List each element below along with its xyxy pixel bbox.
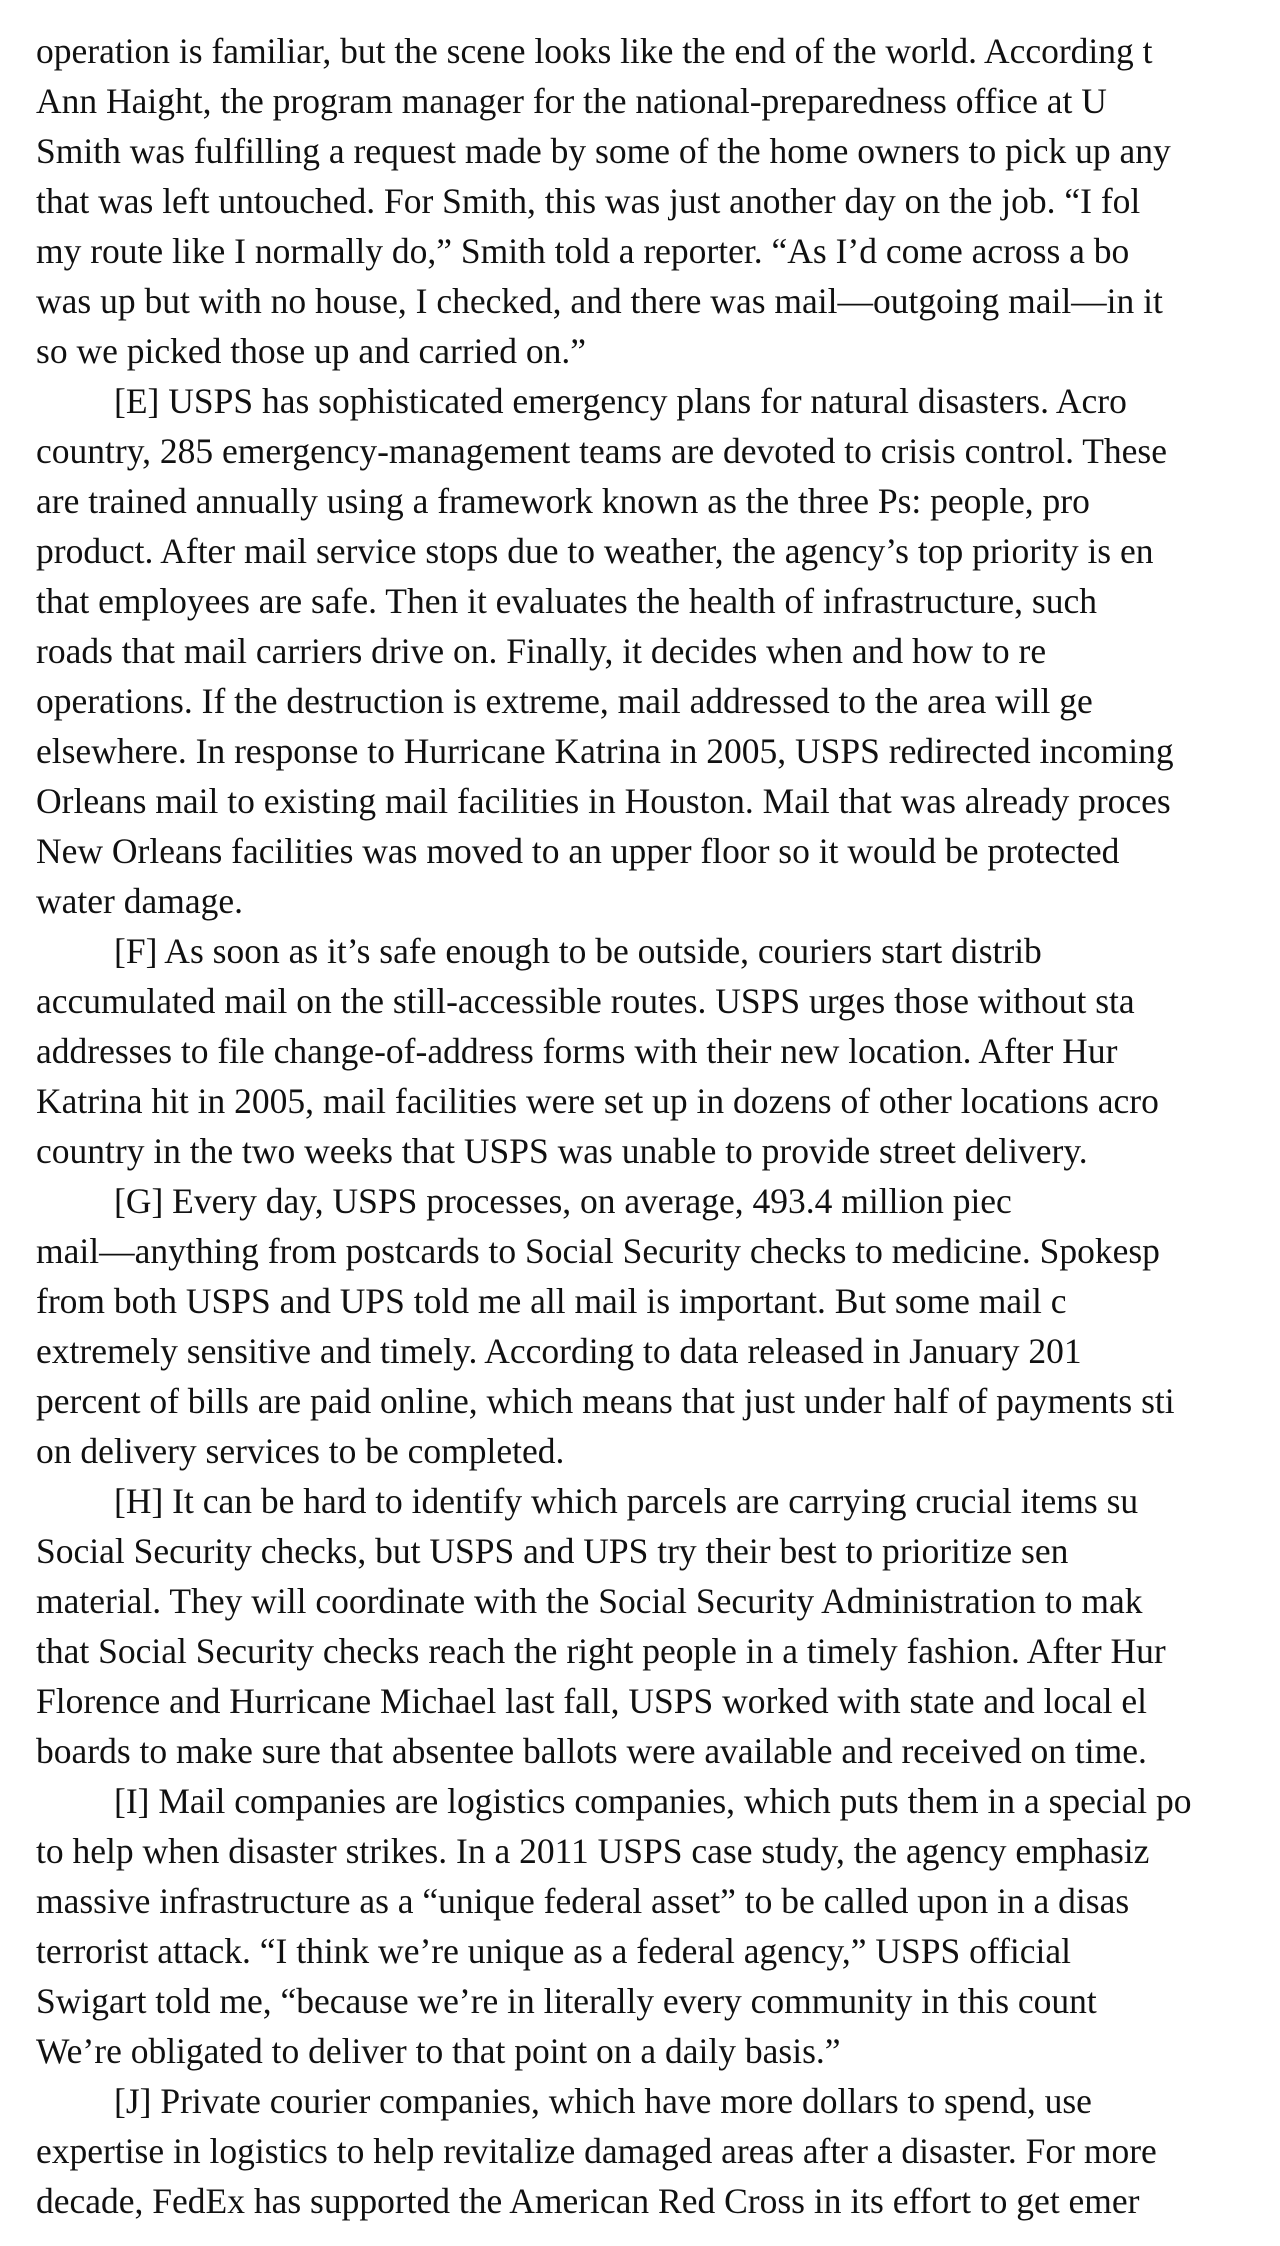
text-line: elsewhere. In response to Hurricane Katrina in 2005, USPS redirected incoming	[36, 731, 1174, 771]
paragraph-first-line: [H] It can be hard to identify which parcels are carrying crucial items su	[114, 1481, 1139, 1521]
paragraph-first-line: [G] Every day, USPS processes, on average, 493.4 million piec	[114, 1181, 1012, 1221]
text-line: water damage.	[36, 881, 243, 921]
text-line: massive infrastructure as a “unique federal asset” to be called upon in a disas	[36, 1881, 1130, 1921]
text-line: that Social Security checks reach the right people in a timely fashion. After Hur	[36, 1631, 1166, 1671]
document-page	[36, 26, 1280, 2226]
text-line: expertise in logistics to help revitalize damaged areas after a disaster. For more	[36, 2131, 1157, 2171]
text-line: operations. If the destruction is extreme, mail addressed to the area will ge	[36, 681, 1093, 721]
text-line: Social Security checks, but USPS and UPS try their best to prioritize sen	[36, 1531, 1069, 1571]
text-line: Swigart told me, “because we’re in literally every community in this count	[36, 1981, 1097, 2021]
text-line: extremely sensitive and timely. According to data released in January 201	[36, 1331, 1082, 1371]
text-line: mail—anything from postcards to Social Security checks to medicine. Spokesp	[36, 1231, 1160, 1271]
paragraph-first-line: [J] Private courier companies, which have more dollars to spend, use	[114, 2081, 1092, 2121]
text-line: percent of bills are paid online, which means that just under half of payments sti	[36, 1381, 1175, 1421]
text-line: boards to make sure that absentee ballots were available and received on time.	[36, 1731, 1147, 1771]
text-line: We’re obligated to deliver to that point on a daily basis.”	[36, 2031, 841, 2071]
text-line: decade, FedEx has supported the American Red Cross in its effort to get emer	[36, 2181, 1140, 2221]
paragraph-first-line: [E] USPS has sophisticated emergency plans for natural disasters. Acro	[114, 381, 1127, 421]
text-line: Ann Haight, the program manager for the national-preparedness office at U	[36, 81, 1107, 121]
text-line: from both USPS and UPS told me all mail is important. But some mail c	[36, 1281, 1067, 1321]
text-line: that was left untouched. For Smith, this was just another day on the job. “I fol	[36, 181, 1141, 221]
text-line: are trained annually using a framework known as the three Ps: people, pro	[36, 481, 1090, 521]
text-line: addresses to file change-of-address forms with their new location. After Hur	[36, 1031, 1118, 1071]
text-line: my route like I normally do,” Smith told a reporter. “As I’d come across a bo	[36, 231, 1130, 271]
text-line: terrorist attack. “I think we’re unique as a federal agency,” USPS official	[36, 1931, 1072, 1971]
text-line: was up but with no house, I checked, and there was mail—outgoing mail—in it	[36, 281, 1163, 321]
text-line: accumulated mail on the still-accessible routes. USPS urges those without sta	[36, 981, 1135, 1021]
text-line: product. After mail service stops due to weather, the agency’s top priority is en	[36, 531, 1154, 571]
text-line: country in the two weeks that USPS was unable to provide street delivery.	[36, 1131, 1088, 1171]
text-line: Katrina hit in 2005, mail facilities were set up in dozens of other locations acro	[36, 1081, 1159, 1121]
text-line: so we picked those up and carried on.”	[36, 331, 587, 371]
text-line: operation is familiar, but the scene looks like the end of the world. According t	[36, 31, 1153, 71]
text-line: material. They will coordinate with the Social Security Administration to mak	[36, 1581, 1143, 1621]
text-line: Florence and Hurricane Michael last fall, USPS worked with state and local el	[36, 1681, 1148, 1721]
paragraph-first-line: [I] Mail companies are logistics companies, which puts them in a special po	[114, 1781, 1192, 1821]
text-line: that employees are safe. Then it evaluates the health of infrastructure, such	[36, 581, 1097, 621]
text-line: to help when disaster strikes. In a 2011 USPS case study, the agency emphasiz	[36, 1831, 1150, 1871]
text-line: country, 285 emergency-management teams are devoted to crisis control. These	[36, 431, 1168, 471]
text-line: Orleans mail to existing mail facilities in Houston. Mail that was already proces	[36, 781, 1171, 821]
text-line: on delivery services to be completed.	[36, 1431, 565, 1471]
text-line: New Orleans facilities was moved to an upper floor so it would be protected	[36, 831, 1120, 871]
text-line: Smith was fulfilling a request made by some of the home owners to pick up any	[36, 131, 1171, 171]
paragraph-first-line: [F] As soon as it’s safe enough to be outside, couriers start distrib	[114, 931, 1042, 971]
text-line: roads that mail carriers drive on. Finally, it decides when and how to re	[36, 631, 1047, 671]
